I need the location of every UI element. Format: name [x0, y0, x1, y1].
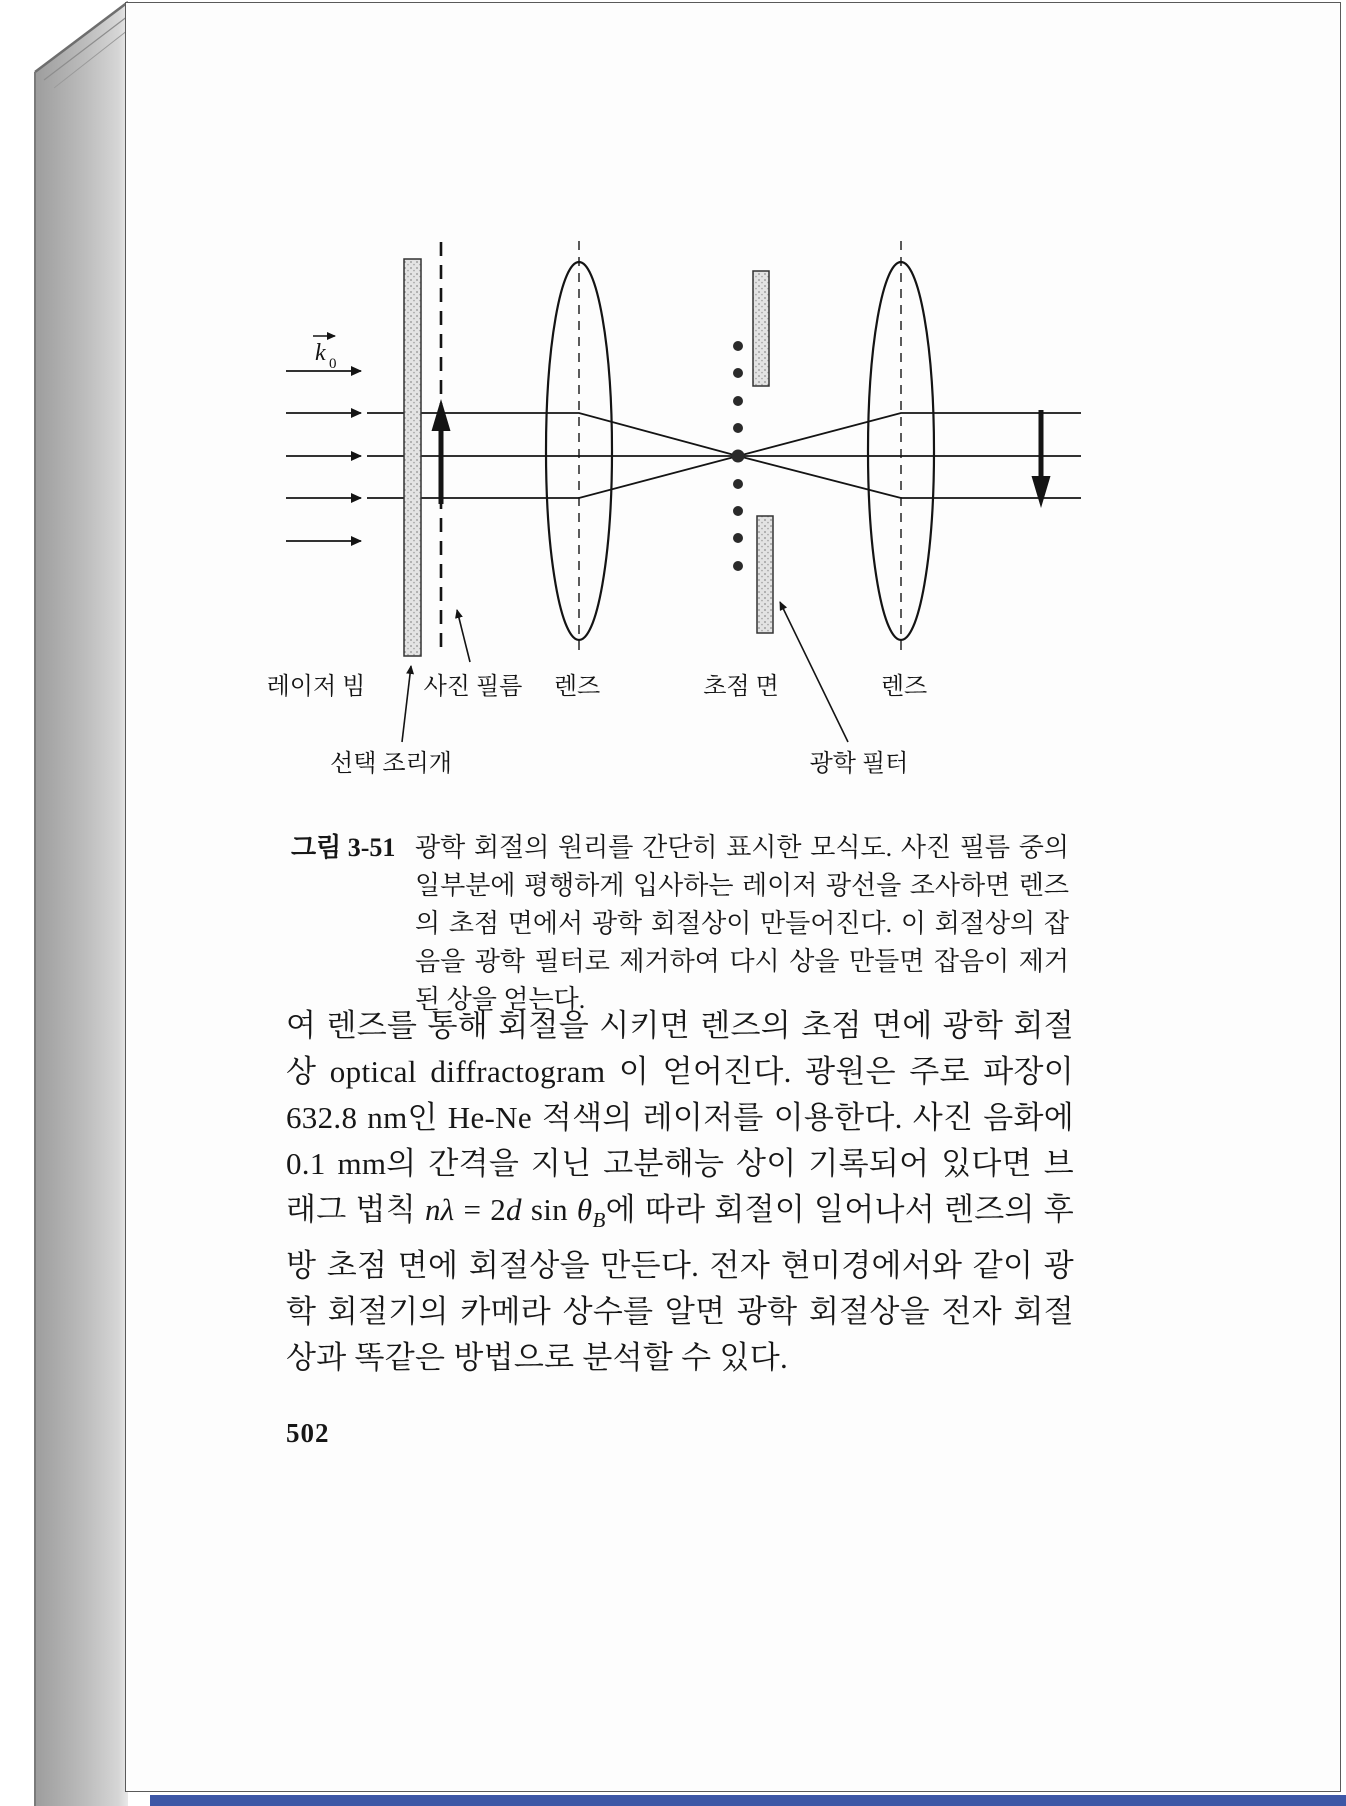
page-number: 502 [286, 1418, 330, 1448]
optical-filter-label: 광학 필터 [809, 751, 909, 777]
optical-filter-bar-lower [757, 516, 773, 633]
photographic-film-bar [404, 259, 421, 656]
figure-caption [291, 829, 1069, 1019]
filter-pointer-arrow [780, 602, 848, 742]
ray-paths [367, 413, 1081, 498]
focal-plane-label: 초점 면 [703, 674, 779, 700]
image-down-arrow [1032, 410, 1051, 508]
page-stack [35, 2, 128, 1806]
k0-vector-label [313, 336, 337, 372]
label-pointers [402, 602, 848, 742]
page [125, 2, 1341, 1792]
selection-aperture-label: 선택 조리개 [330, 751, 452, 777]
laser-beam-label: 레이저 빔 [266, 674, 366, 700]
photographic-film-label: 사진 필름 [423, 674, 523, 700]
figure-caption-text: 광학 회절의 원리를 간단히 표시한 모식도. 사진 필름 중의 일부분에 평행하게 입사하는 레이저 광선을 조사하면 렌즈의 초점 면에서 광학 회절상이 만들어진다. 이 회절상의 잡음을 광학 필터로 제거하여 다시 상을 만들면 잡음이 제거된 상을 얻는다. [415, 833, 1069, 1014]
body-paragraph: 여 렌즈를 통해 회절을 시키면 렌즈의 초점 면에 광학 회절상 optical diffractogram 이 얻어진다. 광원은 주로 파장이 632.8 nm인 He-Ne 적색의 레이저를 이용한다. 사진 음화에 0.1 mm의 간격을 지닌 고분해능 상이 기록되어 있다면 브래그 법칙 nλ = 2d $\sin \theta_B$에 따라 회절이 일어나서 렌즈의 후방 초점 면에 회절상을 만든다. 전자 현미경에서와 같이 광학 회절기의 카메라 상수를 알면 광학 회절상을 전자 회절상과 똑같은 방법으로 분석할 수 있다. [286, 1008, 1074, 1376]
optical-filter-bar-upper [753, 271, 769, 386]
object-up-arrow [432, 399, 451, 504]
table-edge-strip [150, 1795, 1346, 1806]
figure-number: 그림 3-51 [291, 833, 396, 862]
film-pointer-arrow [457, 610, 470, 662]
aperture-pointer-arrow [402, 666, 411, 742]
k0-subscript: 0 [329, 356, 337, 372]
lens-left-label: 렌즈 [553, 674, 601, 700]
diffraction-spots [732, 341, 745, 571]
lens-right-label: 렌즈 [880, 674, 928, 700]
optical-diffraction-diagram [266, 236, 1231, 791]
k0-label: k [315, 340, 326, 366]
incoming-rays [286, 371, 361, 541]
